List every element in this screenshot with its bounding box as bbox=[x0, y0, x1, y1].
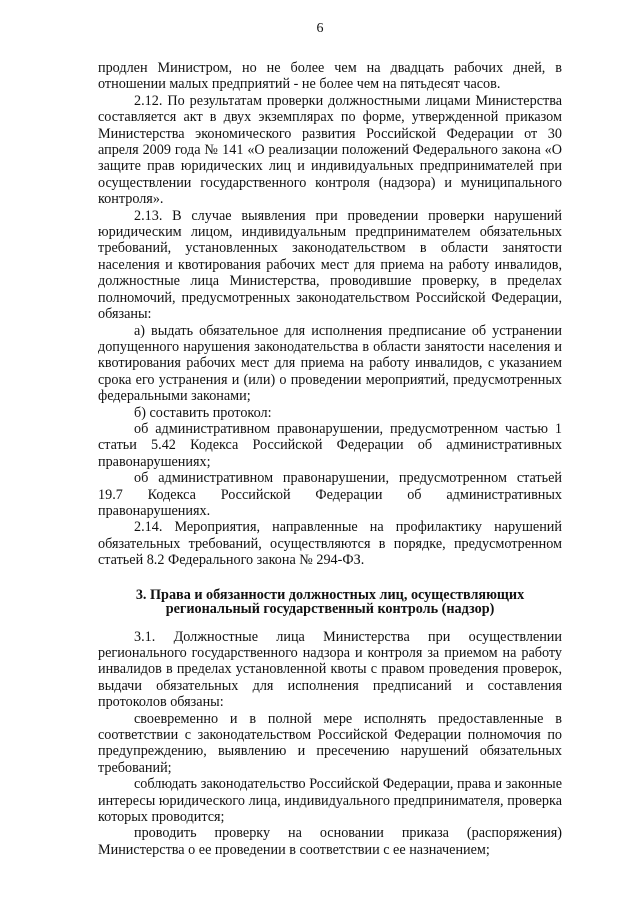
page-number: 6 bbox=[316, 21, 324, 36]
paragraph-duty-3: проводить проверку на основании приказа (распоряжения) Министерства о ее проведении в соответствии с ее назначением; bbox=[98, 825, 562, 858]
section-heading-line-1: 3. Права и обязанности должностных лиц, осуществляющих bbox=[135, 586, 525, 603]
paragraph-duty-2: соблюдать законодательство Российской Федерации, права и законные интересы юридического лица, индивидуального предпринимателя, проверка которых проводится; bbox=[98, 776, 562, 826]
paragraph-2-12: 2.12. По результатам проверки должностными лицами Министерства составляется акт в двух экземплярах по форме, утвержденной приказом Министерства экономического развития Российской Федерации от 30 апреля 2009 года № 141 «О реализации положений Федерального закона «О защите прав юридических лиц и индивидуальных предпринимателей при осуществлении государственного контроля (надзора) и муниципального контроля». bbox=[98, 92, 562, 208]
paragraph: продлен Министром, но не более чем на двадцать рабочих дней, в отношении малых предприятий - не более чем на пятьдесят часов. bbox=[98, 60, 562, 93]
paragraph-3-1: 3.1. Должностные лица Министерства при осуществлении регионального государственного надзора и контроля за приемом на работу инвалидов в пределах установленной квоты с правом проведения проверок, выдачи обязательных для исполнения предписаний и составления протоколов обязаны: bbox=[98, 628, 562, 711]
paragraph-2-14: 2.14. Мероприятия, направленные на профилактику нарушений обязательных требований, осуществляются в порядке, предусмотренном статьей 8.2 Федерального закона № 294-ФЗ. bbox=[98, 519, 562, 569]
section-heading-line-2: региональный государственный контроль (надзор) bbox=[165, 601, 495, 618]
paragraph-item-a: а) выдать обязательное для исполнения предписание об устранении допущенного нарушения законодательства в области занятости населения и квотирования рабочих мест для приема на работу инвалидов, с указанием срока его устранения и (или) о проведении мероприятий, предусмотренных федеральными законами; bbox=[98, 322, 562, 405]
section-heading bbox=[98, 588, 562, 617]
paragraph-2-13: 2.13. В случае выявления при проведении проверки нарушений юридическим лицом, индивидуальным предпринимателем обязательных требований, установленных законодательством в области занятости населения и квотирования рабочих мест для приема на работу инвалидов, должностные лица Министерства, проводившие проверку, в пределах полномочий, предусмотренных законодательством Российской Федерации, обязаны: bbox=[98, 207, 562, 323]
document-body bbox=[98, 60, 562, 858]
paragraph-item-b: б) составить протокол: bbox=[134, 404, 272, 421]
paragraph-duty-1: своевременно и в полной мере исполнять предоставленные в соответствии с законодательством Российской Федерации полномочия по предупреждению, выявлению и пресечению нарушений обязательных требований; bbox=[98, 710, 562, 776]
paragraph-protocol-2: об административном правонарушении, предусмотренном статьей 19.7 Кодекса Российской Федерации об административных правонарушениях. bbox=[98, 470, 562, 519]
paragraph-protocol-1: об административном правонарушении, предусмотренном частью 1 статьи 5.42 Кодекса Российской Федерации об административных правонарушениях; bbox=[98, 420, 562, 470]
